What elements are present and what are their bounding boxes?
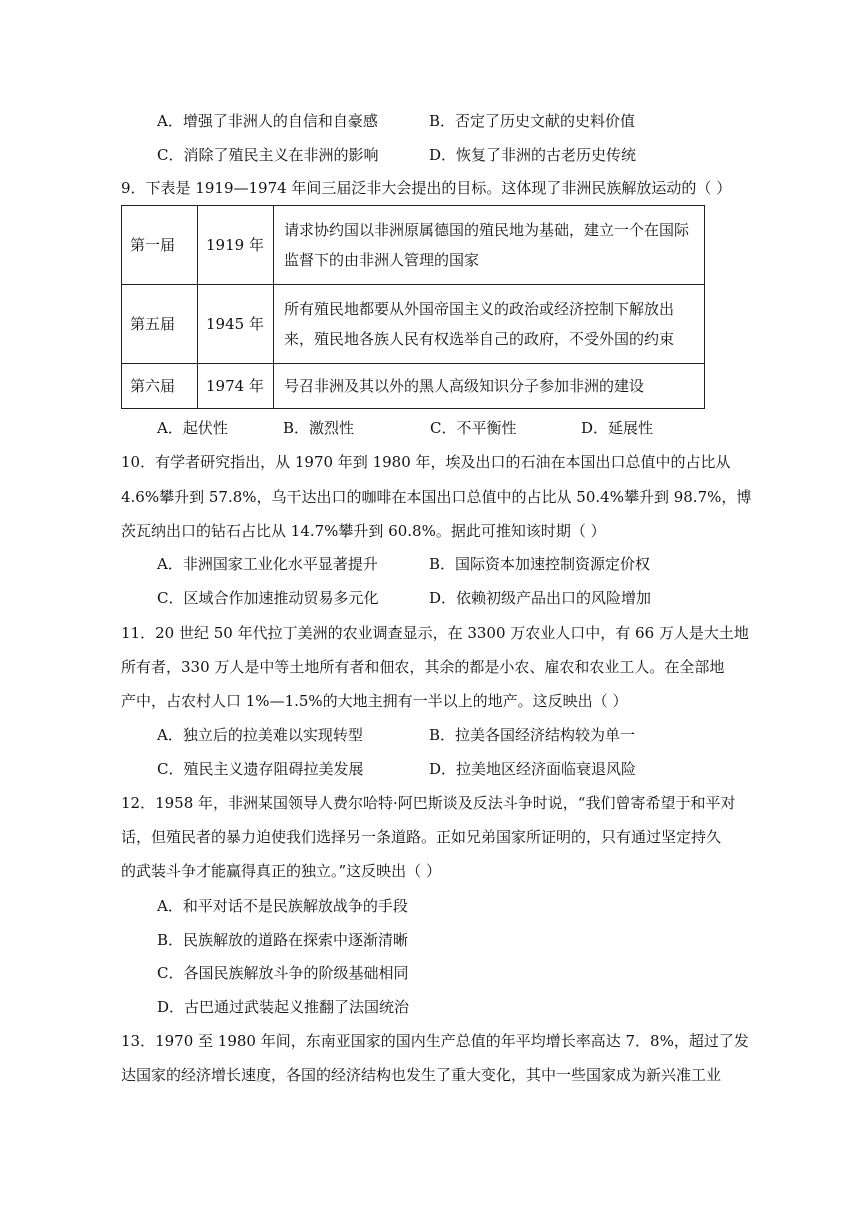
q11-stem-line1: 11．20 世纪 50 年代拉丁美洲的农业调查显示，在 3300 万农业人口中，有 66 万人是大土地 <box>121 624 749 642</box>
q8-option-c: C．消除了殖民主义在非洲的影响 <box>157 146 379 164</box>
q9-option-c: C．不平衡性 <box>430 419 517 437</box>
goal-cell <box>274 206 705 285</box>
q12-option-d: D．古巴通过武装起义推翻了法国统治 <box>157 998 410 1016</box>
session-cell: 第五届 <box>122 285 198 364</box>
table-row <box>122 285 705 364</box>
q8-option-a: A．增强了非洲人的自信和自豪感 <box>157 112 378 130</box>
goal-cell <box>274 285 705 364</box>
q10-stem-line3: 茨瓦纳出口的钻石占比从 14.7%攀升到 60.8%。据此可推知该时期（ ） <box>121 522 606 540</box>
table-row <box>122 206 705 285</box>
q10-option-d: D．依赖初级产品出口的风险增加 <box>429 589 652 607</box>
q12-option-b: B．民族解放的道路在探索中逐渐清晰 <box>157 931 409 949</box>
q10-stem-line1: 10．有学者研究指出，从 1970 年到 1980 年，埃及出口的石油在本国出口总值中的占比从 <box>121 453 731 471</box>
session-cell: 第六届 <box>122 364 198 409</box>
goal-line: 号召非洲及其以外的黑人高级知识分子参加非洲的建设 <box>284 377 645 395</box>
table-row <box>122 364 705 409</box>
q9-table <box>121 205 705 409</box>
year-cell: 1945 年 <box>198 285 274 364</box>
q11-option-a: A．独立后的拉美难以实现转型 <box>157 726 363 744</box>
year-cell: 1919 年 <box>198 206 274 285</box>
q10-option-a: A．非洲国家工业化水平显著提升 <box>157 555 378 573</box>
year-cell: 1974 年 <box>198 364 274 409</box>
q12-stem-line2: 话，但殖民者的暴力迫使我们选择另一条道路。正如兄弟国家所证明的，只有通过坚定持久 <box>121 828 722 846</box>
q13-stem-line1: 13．1970 至 1980 年间，东南亚国家的国内生产总值的年平均增长率高达 7．8%，超过了发 <box>121 1032 749 1050</box>
goal-cell <box>274 364 705 409</box>
q11-option-d: D．拉美地区经济面临衰退风险 <box>429 760 637 778</box>
q10-stem-line2: 4.6%攀升到 57.8%，乌干达出口的咖啡在本国出口总值中的占比从 50.4%攀升到 98.7%，博 <box>121 488 752 506</box>
q12-option-c: C．各国民族解放斗争的阶级基础相同 <box>157 964 409 982</box>
goal-line: 来，殖民地各族人民有权选举自己的政府，不受外国的约束 <box>284 330 675 348</box>
q12-stem-line1: 12．1958 年，非洲某国领导人费尔哈特·阿巴斯谈及反法斗争时说，“我们曾寄希望于和平对 <box>121 794 736 812</box>
q8-option-d: D．恢复了非洲的古老历史传统 <box>429 146 637 164</box>
goal-line: 所有殖民地都要从外国帝国主义的政治或经济控制下解放出 <box>284 300 675 318</box>
goal-line: 请求协约国以非洲原属德国的殖民地为基础，建立一个在国际 <box>284 221 690 239</box>
q10-option-b: B．国际资本加速控制资源定价权 <box>429 555 651 573</box>
q11-option-b: B．拉美各国经济结构较为单一 <box>429 726 636 744</box>
q9-option-a: A．起伏性 <box>157 419 228 437</box>
q11-option-c: C．殖民主义遗存阻碍拉美发展 <box>157 760 364 778</box>
q11-stem-line2: 所有者，330 万人是中等土地所有者和佃农，其余的都是小农、雇农和农业工人。在全部地 <box>121 658 725 676</box>
q12-option-a: A．和平对话不是民族解放战争的手段 <box>157 897 408 915</box>
q13-stem-line2: 达国家的经济增长速度，各国的经济结构也发生了重大变化，其中一些国家成为新兴准工业 <box>121 1066 722 1084</box>
q10-option-c: C．区域合作加速推动贸易多元化 <box>157 589 379 607</box>
q12-stem-line3: 的武装斗争才能赢得真正的独立。”这反映出（ ） <box>121 862 441 880</box>
q9-stem: 9．下表是 1919—1974 年间三届泛非大会提出的目标。这体现了非洲民族解放运动的（ ） <box>121 179 732 197</box>
q8-option-b: B．否定了历史文献的史料价值 <box>429 112 636 130</box>
q9-option-d: D．延展性 <box>581 419 654 437</box>
goal-line: 监督下的由非洲人管理的国家 <box>284 251 480 269</box>
session-cell: 第一届 <box>122 206 198 285</box>
q9-option-b: B．激烈性 <box>283 419 355 437</box>
q11-stem-line3: 产中，占农村人口 1%—1.5%的大地主拥有一半以上的地产。这反映出（ ） <box>121 692 628 710</box>
